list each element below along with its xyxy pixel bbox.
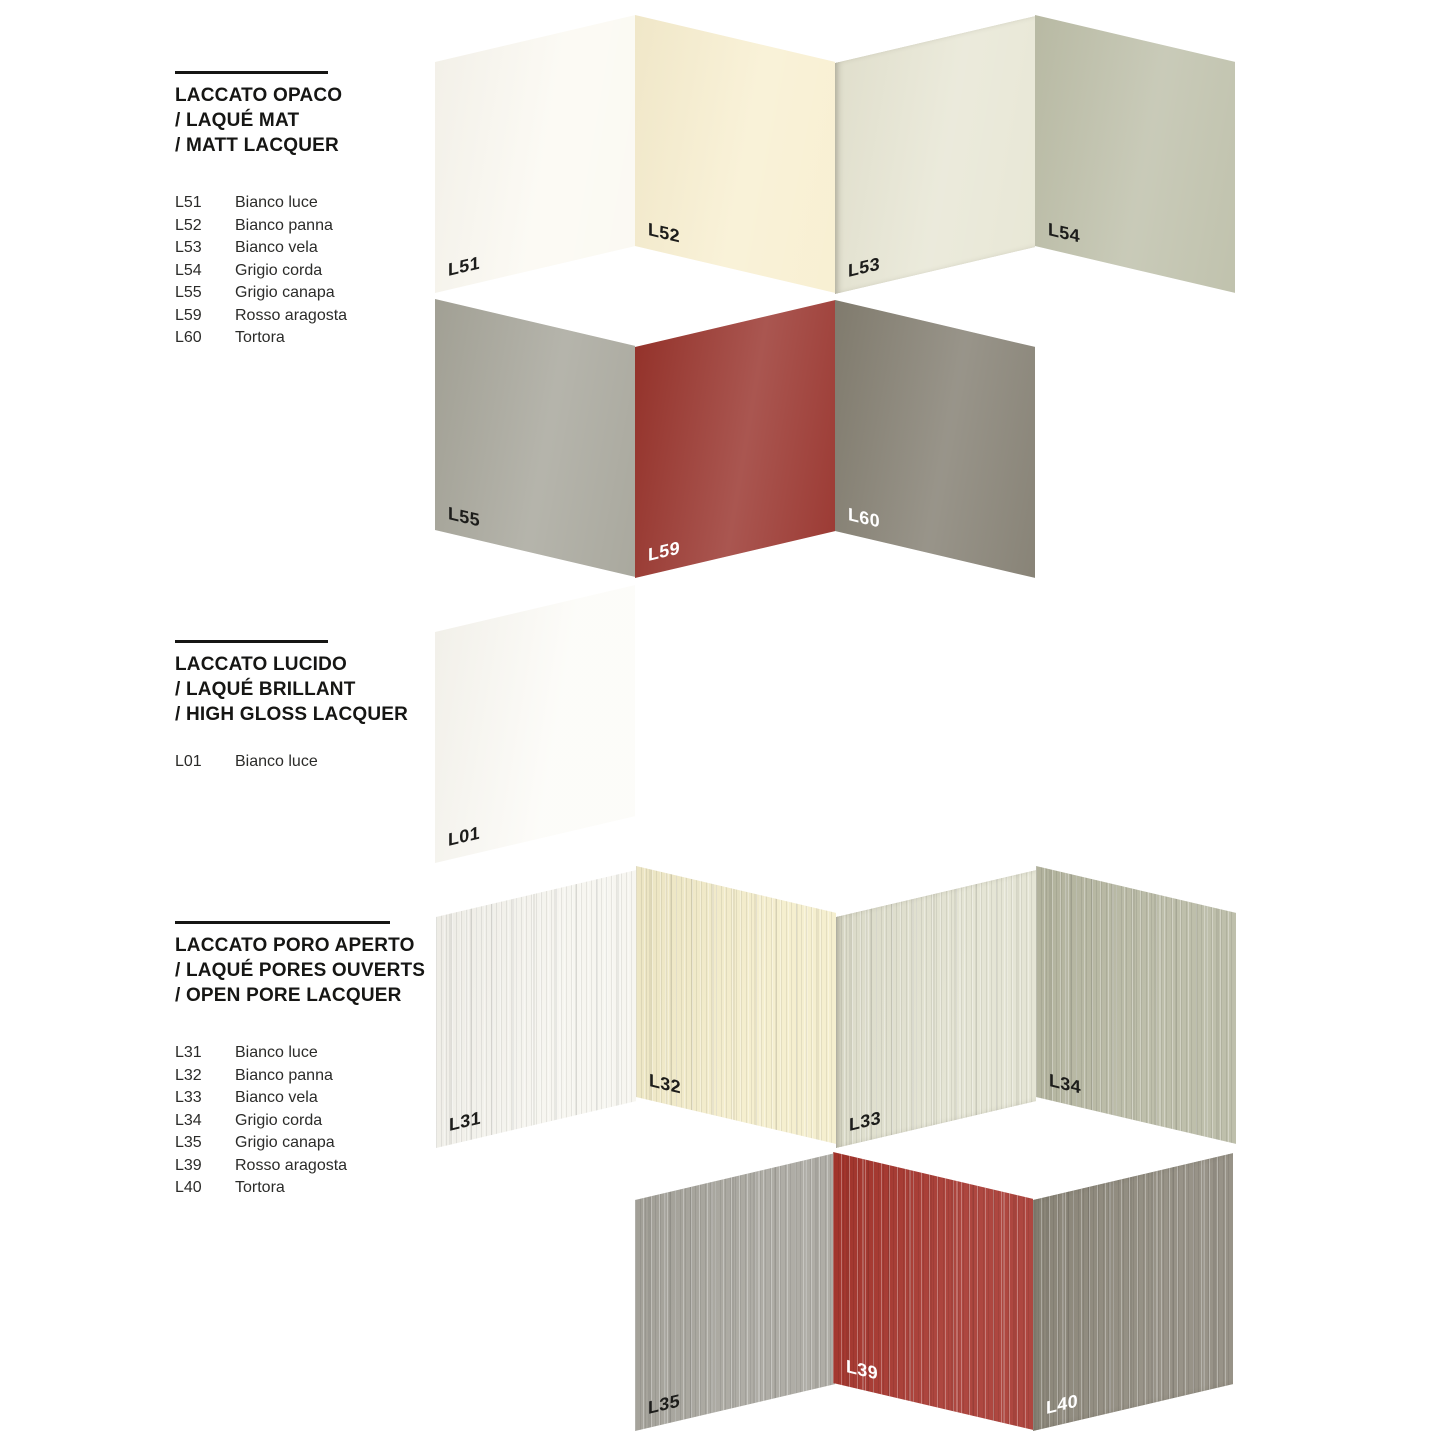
finish-code: L01	[175, 753, 202, 770]
swatch-panel-l54	[1035, 15, 1235, 293]
title-line: / OPEN PORE LACQUER	[175, 985, 402, 1006]
swatch-panel-l34	[1036, 866, 1236, 1144]
title-line: / HIGH GLOSS LACQUER	[175, 704, 409, 725]
swatch-label: L32	[649, 1070, 681, 1098]
swatch-panel-l35	[635, 1153, 835, 1431]
finish-row	[175, 282, 347, 305]
swatch-label: L53	[848, 253, 880, 281]
swatch-panel-l32	[636, 866, 836, 1144]
finish-code: L60	[175, 329, 202, 346]
finish-name: Bianco panna	[235, 216, 333, 234]
swatch-label: L40	[1046, 1390, 1078, 1418]
finish-row	[175, 237, 347, 260]
finish-name: Bianco vela	[235, 1089, 318, 1106]
section-gloss-header	[175, 640, 445, 727]
swatch-label: L35	[648, 1390, 680, 1418]
swatch-panel-l52	[635, 15, 835, 293]
finish-name: Tortora	[235, 1179, 285, 1196]
finish-name: Grigio canapa	[235, 284, 335, 301]
swatch-label: L31	[449, 1107, 481, 1135]
finish-row	[175, 1110, 347, 1133]
finish-name: Rosso aragosta	[235, 306, 348, 324]
finish-code: L32	[175, 1066, 202, 1084]
section-title-gloss	[175, 652, 445, 727]
swatch-panel-l51	[435, 15, 635, 293]
section-title-matt	[175, 83, 445, 158]
finish-code: L54	[175, 261, 202, 279]
finish-name: Tortora	[235, 329, 285, 346]
finish-code: L40	[175, 1179, 202, 1196]
finish-code: L31	[175, 1044, 202, 1061]
title-line: LACCATO PORO APERTO	[175, 935, 415, 956]
finish-name: Bianco luce	[235, 753, 318, 770]
finish-code: L55	[175, 284, 202, 301]
finish-list-matt	[175, 192, 347, 350]
finish-code: L34	[175, 1111, 202, 1129]
finish-row	[175, 1065, 347, 1088]
finish-row	[175, 305, 347, 328]
swatch-panel-l55	[435, 299, 635, 577]
finish-name: Bianco vela	[235, 239, 318, 256]
title-line: / MATT LACQUER	[175, 135, 339, 156]
swatch-label: L59	[648, 537, 680, 565]
finish-row	[175, 215, 347, 238]
finish-row	[175, 1155, 347, 1178]
swatch-panel-l33	[836, 870, 1036, 1148]
finish-row	[175, 751, 318, 774]
title-line: / LAQUÉ MAT	[175, 110, 300, 131]
swatch-label: L33	[849, 1107, 881, 1135]
swatch-label: L52	[648, 219, 680, 247]
swatch-panel-l59	[635, 300, 835, 578]
swatch-label: L54	[1048, 219, 1080, 247]
finish-row	[175, 327, 347, 350]
title-line: / LAQUÉ PORES OUVERTS	[175, 960, 426, 981]
finish-code: L35	[175, 1134, 202, 1151]
swatch-panel-l31	[436, 870, 636, 1148]
finish-name: Rosso aragosta	[235, 1156, 348, 1174]
finish-code: L52	[175, 216, 202, 234]
finish-name: Bianco luce	[235, 194, 318, 211]
finish-row	[175, 1042, 347, 1065]
swatch-label: L39	[846, 1356, 878, 1384]
finish-code: L59	[175, 306, 202, 324]
swatch-panel-l39	[833, 1152, 1033, 1430]
swatch-panel-l01	[435, 585, 635, 863]
finish-code: L39	[175, 1156, 202, 1174]
swatch-label: L60	[848, 504, 880, 532]
finish-row	[175, 192, 347, 215]
title-line: / LAQUÉ BRILLANT	[175, 679, 356, 700]
title-line: LACCATO OPACO	[175, 85, 343, 106]
section-divider	[175, 640, 328, 643]
swatch-panel-l60	[835, 300, 1035, 578]
finish-list-gloss	[175, 751, 318, 774]
title-line: LACCATO LUCIDO	[175, 654, 348, 675]
swatch-label: L01	[448, 822, 480, 850]
finish-name: Grigio corda	[235, 261, 323, 279]
swatch-label: L55	[448, 503, 480, 531]
finish-name: Grigio canapa	[235, 1134, 335, 1151]
finish-name: Bianco luce	[235, 1044, 318, 1061]
swatch-panel-l40	[1033, 1153, 1233, 1431]
swatch-label: L51	[448, 252, 480, 280]
section-divider	[175, 71, 328, 74]
finish-code: L51	[175, 194, 202, 211]
section-title-openpore	[175, 933, 445, 1008]
finish-row	[175, 260, 347, 283]
section-divider	[175, 921, 390, 924]
section-openpore-header	[175, 921, 445, 1008]
finish-code: L33	[175, 1089, 202, 1106]
section-matt-header	[175, 71, 445, 158]
swatch-label: L34	[1049, 1070, 1081, 1098]
finish-row	[175, 1132, 347, 1155]
finish-row	[175, 1087, 347, 1110]
finish-code: L53	[175, 239, 202, 256]
finish-list-openpore	[175, 1042, 347, 1200]
finish-name: Grigio corda	[235, 1111, 323, 1129]
swatch-panel-l53	[835, 16, 1035, 294]
finish-row	[175, 1177, 347, 1200]
finish-name: Bianco panna	[235, 1066, 333, 1084]
